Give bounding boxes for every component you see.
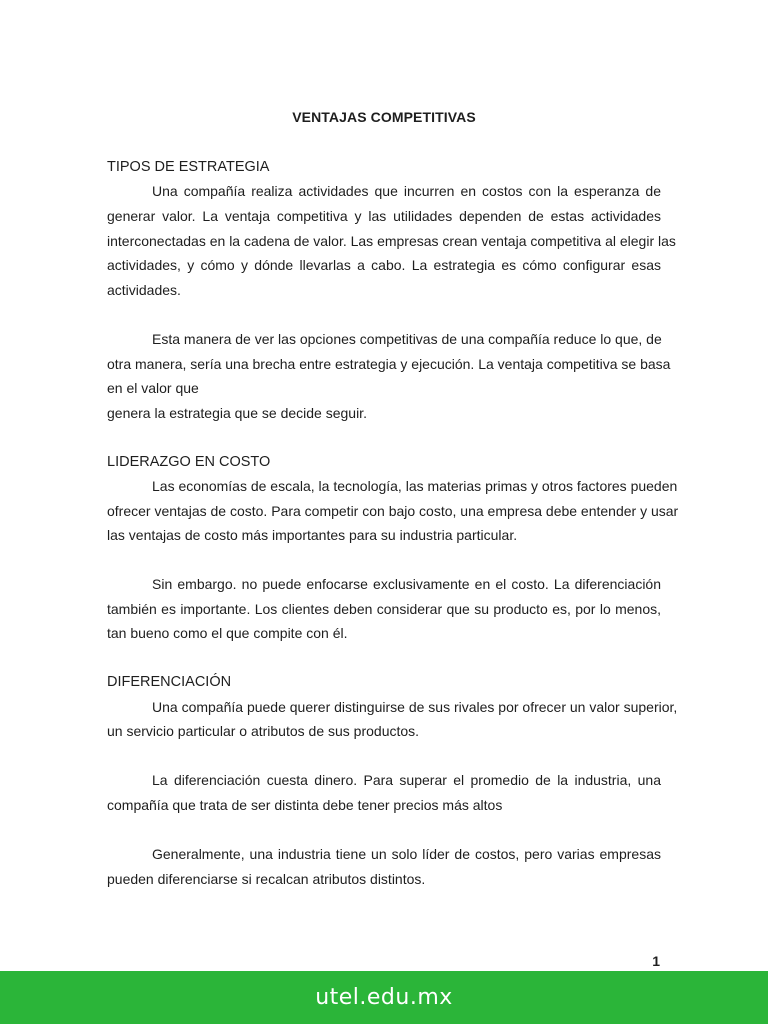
paragraph-line: en el valor que — [107, 380, 199, 396]
footer-bar — [0, 971, 768, 1024]
paragraph-line: actividades. — [107, 282, 181, 298]
paragraph-line: compañía que trata de ser distinta debe tener precios más altos — [107, 797, 503, 813]
paragraph-line: Sin embargo. no puede enfocarse exclusivamente en el costo. La diferenciación — [152, 576, 661, 592]
footer-url[interactable]: utel.edu.mx — [315, 985, 453, 1010]
paragraph-line: Generalmente, una industria tiene un solo líder de costos, pero varias empresas — [152, 846, 661, 862]
paragraph-line: genera la estrategia que se decide seguir. — [107, 405, 367, 421]
paragraph-line: Una compañía puede querer distinguirse de sus rivales por ofrecer un valor superior, — [152, 699, 678, 715]
paragraph-line: tan bueno como el que compite con él. — [107, 625, 348, 641]
section-heading: TIPOS DE ESTRATEGIA — [107, 159, 270, 175]
page-number: 1 — [652, 953, 660, 969]
paragraph-line: las ventajas de costo más importantes para su industria particular. — [107, 527, 518, 543]
paragraph-line: Esta manera de ver las opciones competitivas de una compañía reduce lo que, de — [152, 331, 662, 347]
paragraph-line: actividades, y cómo y dónde llevarlas a cabo. La estrategia es cómo configurar esas — [107, 257, 661, 273]
section-heading: DIFERENCIACIÓN — [107, 674, 232, 690]
paragraph-line: ofrecer ventajas de costo. Para competir con bajo costo, una empresa debe entender y usar — [107, 503, 679, 519]
paragraph-line: un servicio particular o atributos de sus productos. — [107, 723, 420, 739]
paragraph-line: Una compañía realiza actividades que incurren en costos con la esperanza de — [152, 183, 661, 199]
page-title: VENTAJAS COMPETITIVAS — [292, 109, 476, 125]
paragraph-line: pueden diferenciarse si recalcan atributos distintos. — [107, 871, 426, 887]
paragraph-line: Las economías de escala, la tecnología, las materias primas y otros factores pueden — [152, 478, 678, 494]
paragraph-line: otra manera, sería una brecha entre estrategia y ejecución. La ventaja competitiva se basa — [107, 356, 671, 372]
paragraph-line: generar valor. La ventaja competitiva y las utilidades dependen de estas actividades — [107, 208, 661, 224]
paragraph-line: también es importante. Los clientes deben considerar que su producto es, por lo menos, — [107, 601, 661, 617]
section-heading: LIDERAZGO EN COSTO — [107, 454, 271, 470]
paragraph-line: La diferenciación cuesta dinero. Para superar el promedio de la industria, una — [152, 772, 661, 788]
paragraph-line: interconectadas en la cadena de valor. Las empresas crean ventaja competitiva al elegir las — [107, 233, 676, 249]
